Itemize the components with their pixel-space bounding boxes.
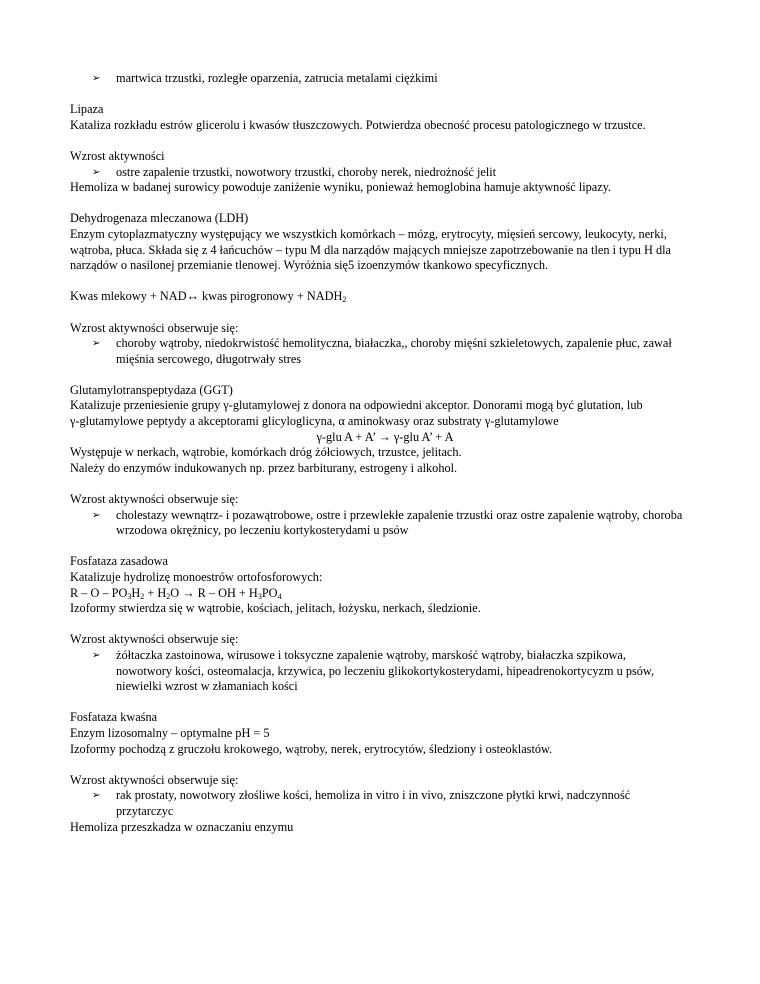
paragraph-line: narządów o nasilonej przemianie tlenowej. Wyróżnia się5 izoenzymów tkankowo specyficznych. [70, 258, 549, 273]
section-title-fosfataza-zasadowa: Fosfataza zasadowa [70, 554, 168, 569]
arrow-bullet-icon: ➢ [92, 790, 101, 802]
paragraph: Hemoliza przeszkadza w oznaczaniu enzymu [70, 819, 294, 834]
reaction-equation: $R - O - PO_3H_2 + H_2O \to R$ – OH + $H_3PO_4$ [70, 585, 282, 601]
arrow-bullet-icon: ➢ [92, 338, 101, 350]
arrow-bullet-icon: ➢ [92, 73, 101, 84]
subheading: Wzrost aktywności obserwuje się: [70, 632, 239, 647]
section-title-fosfataza-kwasna: Fosfataza kwaśna [70, 710, 158, 725]
list-item: ➢ cholestazy wewnątrz- i pozawątrobowe, ostre i przewlekłe zapalenie trzustki oraz ostre zapalenie wątroby, choroba wrzodowa okrężnicy, po leczeniu kortykosterydami u psów [92, 507, 683, 538]
section-title-ggt: Glutamylotranspeptydaza (GGT) [70, 382, 233, 397]
reaction-equation: γ-glu A + A’ → γ-glu A’ + A [316, 429, 454, 444]
paragraph-line: Enzym lizosomalny – optymalne pH = 5 [70, 725, 270, 740]
subheading: Wzrost aktywności [70, 148, 165, 163]
paragraph-line: Izoformy stwierdza się w wątrobie, kościach, jelitach, łożysku, nerkach, śledzionie. [70, 601, 481, 616]
paragraph-line: Izoformy pochodzą z gruczołu krokowego, wątroby, nerek, erytrocytów, śledziony i osteoklastów. [70, 741, 553, 756]
list-item: ➢ rak prostaty, nowotwory złośliwe kości, hemoliza in vitro i in vivo, zniszczone płytki krwi, nadczynność przytarczyc [92, 788, 631, 818]
list-item: ➢ martwica trzustki, rozległe oparzenia, zatrucia metalami ciężkimi [92, 71, 438, 85]
section-title-lipaza: Lipaza [70, 102, 104, 117]
paragraph-line: Należy do enzymów indukowanych np. przez barbiturany, estrogeny i alkohol. [70, 460, 458, 475]
document-page [70, 71, 700, 835]
reaction-equation: Kwas mlekowy + NAD↔ kwas pirogronowy + $NADH_2$ [70, 289, 347, 305]
paragraph-line: wątroba, płuca. Składa się z 4 łańcuchów – typu M dla narządów mających mniejsze zapotrzebowanie na tlen i typu H dla [70, 242, 671, 257]
subheading: Wzrost aktywności obserwuje się: [70, 492, 239, 507]
list-item: ➢ ostre zapalenie trzustki, nowotwory trzustki, choroby nerek, niedrożność jelit [92, 164, 497, 179]
list-item: ➢ choroby wątroby, niedokrwistość hemolityczna, białaczka,, choroby mięśni szkieletowych, zapalenie płuc, zawał mięśnia sercowego, długotrwały stres [92, 336, 672, 366]
paragraph-line: Enzym cytoplazmatyczny występujący we wszystkich komórkach – mózg, erytrocyty, mięsień sercowy, leukocyty, nerki, [70, 226, 667, 241]
section-title-ldh: Dehydrogenaza mleczanowa (LDH) [70, 211, 249, 226]
subheading: Wzrost aktywności obserwuje się: [70, 772, 239, 787]
list-item: ➢ żółtaczka zastoinowa, wirusowe i toksyczne zapalenie wątroby, marskość wątroby, białaczka szpikowa, nowotwory kości, osteomalacja, krzywica, po leczeniu glikokortykosterydami, hipeadrenokortycyzm u psów, niewielki wzrost w złamaniach kości [92, 647, 655, 694]
paragraph-line: Katalizuje hydrolizę monoestrów ortofosforowych: [70, 570, 323, 584]
paragraph-line: γ-glutamylowe peptydy a akceptorami glicyloglicyna, α aminokwasy oraz substraty γ-glutamylowe [70, 414, 559, 429]
paragraph-line: Katalizuje przeniesienie grupy γ-glutamylowej z donora na odpowiedni akceptor. Donorami mogą być glutation, lub [70, 398, 643, 413]
subheading: Wzrost aktywności obserwuje się: [70, 320, 239, 335]
arrow-bullet-icon: ➢ [92, 509, 101, 521]
paragraph-line: Występuje w nerkach, wątrobie, komórkach dróg żółciowych, trzustce, jelitach. [70, 445, 462, 460]
paragraph: Kataliza rozkładu estrów glicerolu i kwasów tłuszczowych. Potwierdza obecność procesu patologicznego w trzustce. [70, 117, 646, 132]
arrow-bullet-icon: ➢ [92, 166, 101, 178]
paragraph: Hemoliza w badanej surowicy powoduje zaniżenie wyniku, ponieważ hemoglobina hamuje aktywność lipazy. [70, 180, 612, 195]
arrow-bullet-icon: ➢ [92, 649, 101, 661]
